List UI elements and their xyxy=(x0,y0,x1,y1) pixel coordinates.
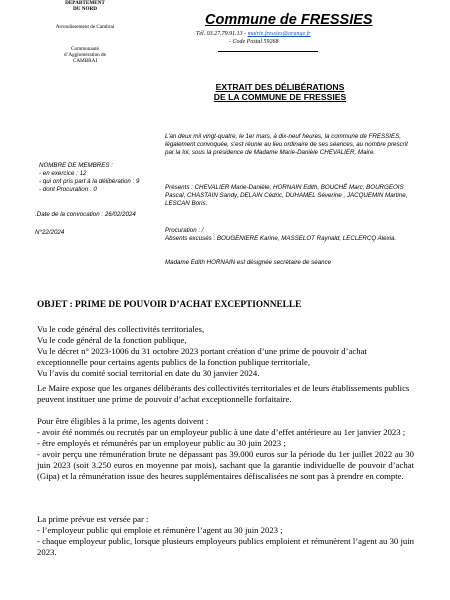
eligibility-block xyxy=(37,416,414,481)
versee-intro: La prime prévue est versée par : xyxy=(37,514,149,524)
communaute-block xyxy=(40,46,130,65)
vu-line: Vu l’avis du comité social territorial en date du 30 janvier 2024. xyxy=(37,367,260,378)
arrondissement: Arrondissement de Cambrai xyxy=(55,24,115,30)
vu-line: Vu le décret n° 2023-1006 du 31 octobre 2023 portant création d’une prime de pouvoir d’achat exceptionnelle pour certains agents publics de la fonction publique territoriale, xyxy=(37,345,367,367)
vu-block xyxy=(37,324,414,379)
objet-heading: OBJET : PRIME DE POUVOIR D’ACHAT EXCEPTIONNELLE xyxy=(37,300,302,310)
communaute-line-2: d’Agglomération de xyxy=(64,52,106,59)
versee-block xyxy=(37,514,414,558)
eligibility-intro: Pour être éligibles à la prime, les agents doivent : xyxy=(37,416,209,426)
secretaire-line: Madame Edith HORNAIN est désignée secrétaire de séance xyxy=(165,259,332,266)
communaute-line-1: Communauté xyxy=(71,46,99,52)
membres-deliberation: - qui ont pris part à la délibération : 9 xyxy=(39,178,140,185)
telephone: Tél. 03.27.79.91.13 - xyxy=(196,31,247,37)
communaute-line-3: CAMBRAI xyxy=(72,58,98,65)
extrait-title xyxy=(180,82,380,102)
extrait-line-2: DE LA COMMUNE DE FRESSIES xyxy=(213,92,347,102)
maire-expose-paragraph: Le Maire expose que les organes délibérants des collectivités territoriales et de leurs établissements publics peuvent instituer une prime de pouvoir d’achat exceptionnelle forfaitaire. xyxy=(37,383,410,404)
procuration-line: Procuration : / xyxy=(165,227,204,234)
vu-line: Vu le code général des collectivités territoriales, xyxy=(37,324,205,334)
commune-title: Commune de FRESSIES xyxy=(205,12,373,28)
versee-item: - l’employeur public qui emploie et rémunère l’agent au 30 juin 2023 ; xyxy=(37,524,283,535)
email-link[interactable]: mairie.fressies@orange.fr xyxy=(247,31,311,37)
department-block xyxy=(40,0,130,12)
membres-title: NOMBRE DE MEMBRES : xyxy=(39,162,113,169)
contact-line xyxy=(196,31,311,37)
procuration-absents xyxy=(165,227,425,243)
header-divider xyxy=(218,51,318,52)
versee-item: - chaque employeur public, lorsque plusieurs employeurs publics emploient et rémunèrent l’agent au 30 juin 2023. xyxy=(37,535,414,557)
membres-exercice: - en exercice : 12 xyxy=(39,170,87,177)
vu-line: Vu le code général de la fonction publique, xyxy=(37,334,187,345)
intro-paragraph: L’an deux mil vingt-quatre, le 1er mars, à dix-neuf heures, la commune de FRESSIES, légalement convoquée, s’est réunie au lieu ordinaire de ses séances, au nombre prescrit par la loi, sous la présidence de Madame Marie-Danièle CHEVALIER, Maire. xyxy=(165,133,408,156)
postal-code: - Code Postal 59268 xyxy=(229,39,279,45)
convocation-date: .Date de la convocation : 26/02/2024 xyxy=(35,211,136,218)
membres-block xyxy=(39,162,139,194)
extrait-line-1: EXTRAIT DES DÉLIBÉRATIONS xyxy=(215,82,345,92)
deliberation-number: N°22/2024 xyxy=(35,229,65,236)
membres-procuration: - dont Procuration : 0 xyxy=(39,186,97,193)
department-line-2: DU NORD xyxy=(72,6,98,13)
eligibility-item: - avoir perçu une rémunération brute ne dépassant pas 39.000 euros sur la période du 1er juillet 2022 au 30 juin 2023 (soit 3.250 euros en moyenne par mois), sachant que la garantie individuelle de pouvoir d’achat (Gipa) et la rémunération issue des heures supplémentaires défiscalisées ne sont pas à prendre en compte. xyxy=(37,448,414,481)
absents-line: Absents excusés : BOUGENIERE Karine, MASSELOT Raynald, LECLERCQ Alexia. xyxy=(165,234,397,242)
department-line-1: DEPARTEMENT xyxy=(65,0,105,6)
presents-list: Présents : CHEVALIER Marie-Danièle, HORNAIN Edith, BOUCHÉ Marc, BOURGEOIS Pascal, CHASTAIN Sandy, DELAIN Cédric, DUHAMEL Séverine , JACQUEMIN Martine, LESCAN Boris. xyxy=(165,184,408,207)
eligibility-item: - avoir été nommés ou recrutés par un employeur public à une date d’effet antérieure au 1er janvier 2023 ; xyxy=(37,426,406,437)
eligibility-item: - être employés et rémunérés par un employeur public au 30 juin 2023 ; xyxy=(37,437,286,448)
